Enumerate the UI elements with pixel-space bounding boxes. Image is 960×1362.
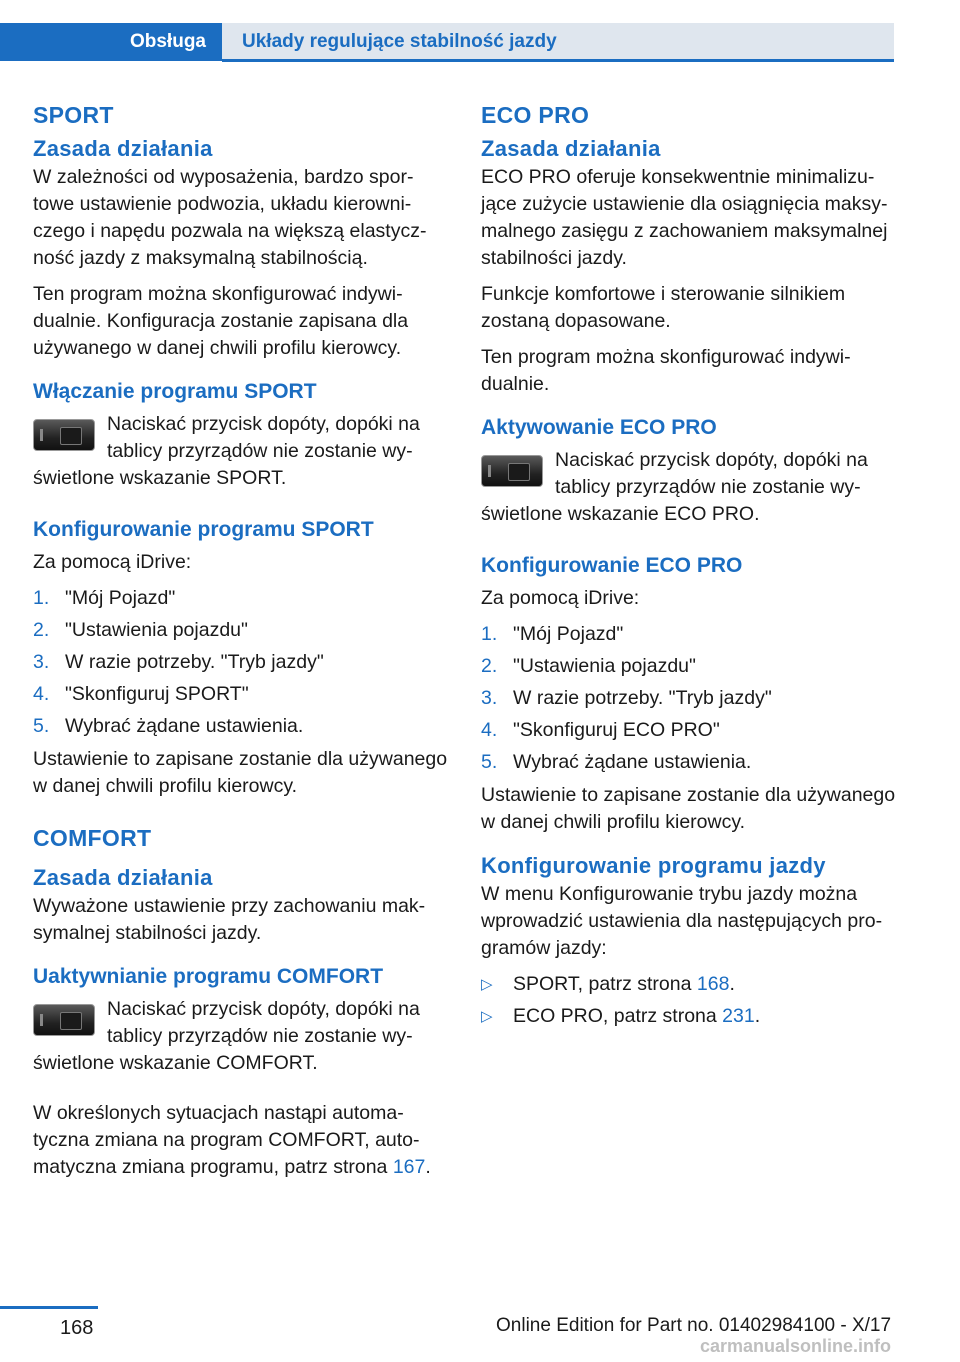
step-text: "Skonfiguruj ECO PRO" (513, 719, 720, 741)
sport-enable-text: Naciskać przycisk dopóty, dopóki na tablicy przyrządów nie zostanie wyświetlone wskazanie SPORT. (33, 413, 420, 489)
sport-enable-heading: Włączanie programu SPORT (33, 380, 317, 403)
comfort-enable-paragraph (33, 996, 448, 1077)
step-text: "Ustawienia pojazdu" (65, 619, 248, 641)
header-rule (222, 59, 894, 62)
tab-section-title[interactable] (222, 23, 894, 61)
eco-principle-text-2: Funkcje komfortowe i sterowanie silnikiem zostaną dopasowane. (481, 283, 846, 332)
step-text: Wybrać żądane ustawienia. (65, 715, 304, 737)
mode-config-heading: Konfigurowanie programu jazdy (481, 853, 826, 878)
sport-config-heading: Konfigurowanie programu SPORT (33, 518, 374, 541)
eco-enable-heading: Aktywowanie ECO PRO (481, 416, 717, 439)
eco-config-steps (481, 621, 896, 776)
edition-footer: Online Edition for Part no. 01402984100 - X/17 (496, 1315, 892, 1336)
list-item (481, 717, 896, 744)
step-number: 4. (33, 683, 50, 705)
sport-config-intro: Za pomocą iDrive: (33, 551, 192, 573)
list-item (33, 585, 448, 612)
mode-config-text: W menu Konfigurowanie trybu jazdy można wprowadzić ustawienia dla następujących programów jazdy: (481, 883, 883, 959)
comfort-heading: COMFORT (33, 825, 152, 851)
step-number: 1. (481, 623, 498, 645)
eco-principle-text-3: Ten program można skonfigurować indywidualnie. (481, 346, 851, 395)
right-column (481, 100, 896, 1035)
section-title-label: Układy regulujące stabilność jazdy (242, 31, 557, 52)
step-text: "Mój Pojazd" (513, 623, 624, 645)
sport-principle-text-1: W zależności od wyposażenia, bardzo sportowe ustawienie podwozia, układu kierowniczego i napędu pozwala na większą elastyczność jazdy z maksymalną stabilnością. (33, 166, 427, 269)
sport-heading: SPORT (33, 102, 114, 128)
comfort-principle-text: Wyważone ustawienie przy zachowaniu maksymalnej stabilności jazdy. (33, 895, 426, 944)
comfort-note (33, 1100, 448, 1181)
step-text: "Ustawienia pojazdu" (513, 655, 696, 677)
step-number: 4. (481, 719, 498, 741)
list-item (33, 649, 448, 676)
comfort-enable-text: Naciskać przycisk dopóty, dopóki na tablicy przyrządów nie zostanie wyświetlone wskazanie COMFORT. (33, 998, 420, 1074)
watermark: carmanualsonline.info (700, 1336, 892, 1356)
page-link-168[interactable]: 168 (696, 973, 730, 995)
sport-principle-heading: Zasada działania (33, 136, 213, 161)
eco-config-after: Ustawienie to zapisane zostanie dla używanego w danej chwili profilu kierowcy. (481, 784, 896, 833)
comfort-note-end: . (425, 1156, 431, 1178)
tab-obsluga[interactable] (0, 23, 222, 61)
comfort-principle-heading: Zasada działania (33, 865, 213, 890)
tab-obsluga-label: Obsługa (129, 31, 206, 52)
eco-enable-text: Naciskać przycisk dopóty, dopóki na tablicy przyrządów nie zostanie wyświetlone wskazanie ECO PRO. (481, 449, 868, 525)
step-number: 2. (33, 619, 50, 641)
drive-mode-button-icon (33, 419, 95, 451)
comfort-enable-heading: Uaktywnianie programu COMFORT (33, 965, 384, 988)
list-item (481, 1003, 896, 1030)
step-text: Wybrać żądane ustawienia. (513, 751, 752, 773)
bullet-text: ECO PRO, patrz strona (513, 1005, 723, 1027)
list-item (481, 685, 896, 712)
triangle-right-icon: ▷ (481, 976, 493, 993)
step-number: 1. (33, 587, 50, 609)
step-text: "Mój Pojazd" (65, 587, 176, 609)
eco-pro-heading: ECO PRO (481, 102, 590, 128)
list-item (33, 681, 448, 708)
drive-mode-button-icon (481, 455, 543, 487)
page-header (0, 23, 960, 61)
comfort-note-text: W określonych sytuacjach nastąpi automatyczna zmiana na program COMFORT, automatyczna zmiana programu, patrz strona (33, 1102, 420, 1178)
step-text: "Skonfiguruj SPORT" (65, 683, 249, 705)
left-column (33, 100, 448, 1190)
eco-config-intro: Za pomocą iDrive: (481, 587, 640, 609)
sport-config-after: Ustawienie to zapisane zostanie dla używanego w danej chwili profilu kierowcy. (33, 748, 448, 797)
list-item (481, 653, 896, 680)
step-number: 2. (481, 655, 498, 677)
drive-mode-button-icon (33, 1004, 95, 1036)
list-item (481, 971, 896, 998)
step-number: 3. (481, 687, 498, 709)
list-item (33, 713, 448, 740)
page-number-rule (0, 1306, 98, 1309)
eco-enable-paragraph (481, 447, 896, 528)
eco-principle-heading: Zasada działania (481, 136, 661, 161)
eco-config-heading: Konfigurowanie ECO PRO (481, 554, 743, 577)
sport-principle-text-2: Ten program można skonfigurować indywidualnie. Konfiguracja zostanie zapisana dla używanego w danej chwili profilu kierowcy. (33, 283, 409, 359)
mode-config-list (481, 971, 896, 1030)
bullet-end: . (754, 1005, 761, 1027)
step-number: 3. (33, 651, 50, 673)
list-item (33, 617, 448, 644)
step-text: W razie potrzeby. "Tryb jazdy" (65, 651, 324, 673)
sport-enable-paragraph (33, 411, 448, 492)
sport-config-steps (33, 585, 448, 740)
step-text: W razie potrzeby. "Tryb jazdy" (513, 687, 772, 709)
eco-principle-text-1: ECO PRO oferuje konsekwentnie minimalizujące zużycie ustawienie dla osiągnięcia maksymalnego zasięgu z zachowaniem maksymalnej stabilności jazdy. (481, 166, 888, 269)
step-number: 5. (33, 715, 50, 737)
step-number: 5. (481, 751, 498, 773)
list-item (481, 621, 896, 648)
triangle-right-icon: ▷ (481, 1008, 493, 1025)
page-link-231[interactable]: 231 (722, 1005, 755, 1027)
page-number: 168 (60, 1317, 94, 1339)
page-link-167[interactable]: 167 (392, 1156, 426, 1178)
list-item (481, 749, 896, 776)
bullet-end: . (729, 973, 735, 995)
bullet-text: SPORT, patrz strona (513, 973, 697, 995)
